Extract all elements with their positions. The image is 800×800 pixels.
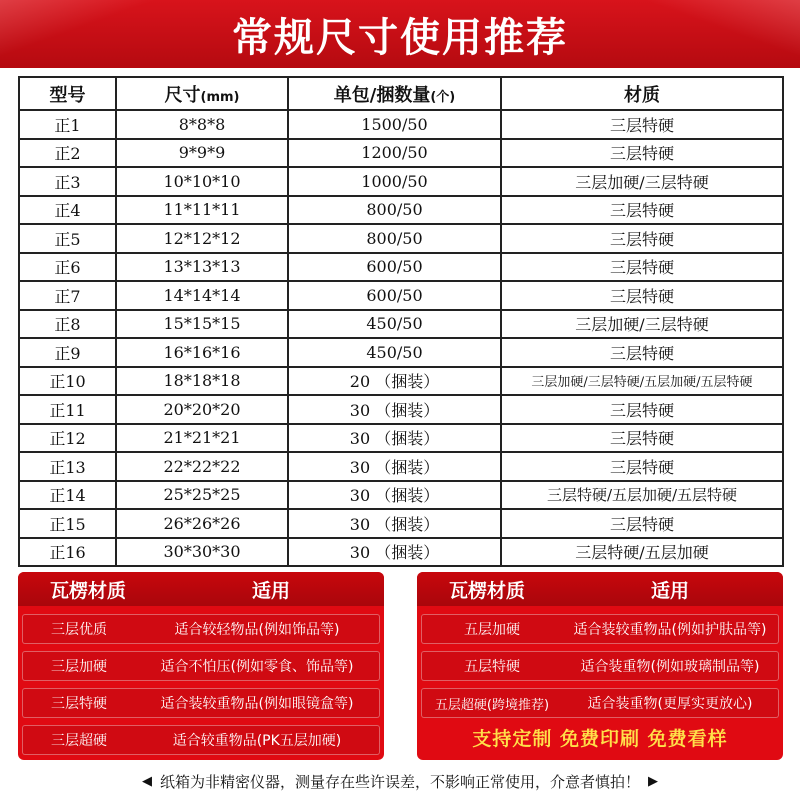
table-row: [19, 139, 783, 168]
material-name: 五层特硬: [464, 659, 520, 675]
notice-text: 纸箱为非精密仪器，测量存在些许误差，不影响正常使用，介意者慎拍！: [159, 772, 640, 791]
cell-size: 25*25*25: [116, 481, 288, 510]
cell-material: 三层加硬/三层特硬: [501, 310, 783, 339]
header-qty: [288, 77, 501, 110]
cell-qty: 30 （捆装）: [288, 424, 501, 453]
cell-model: 正9: [19, 338, 116, 367]
cell-qty: 30 （捆装）: [288, 538, 501, 567]
cell-qty: 800/50: [288, 196, 501, 225]
cell-model: 正4: [19, 196, 116, 225]
cell-qty: 30 （捆装）: [288, 395, 501, 424]
right-triangle-icon: ▶: [648, 773, 658, 789]
cell-material: 三层特硬: [501, 509, 783, 538]
material-row: [22, 614, 380, 644]
cell-material: 三层特硬: [501, 338, 783, 367]
cell-qty: 1000/50: [288, 167, 501, 196]
panel-header-material: 瓦楞材质: [49, 579, 126, 602]
table-row: [19, 538, 783, 567]
cell-material: 三层特硬/五层加硬: [501, 538, 783, 567]
material-name: 五层超硬(跨境推荐): [434, 697, 550, 713]
cell-material: 三层加硬/三层特硬/五层加硬/五层特硬: [501, 367, 783, 396]
cell-model: 正6: [19, 253, 116, 282]
material-row: [22, 651, 380, 681]
size-spec-table: [18, 76, 784, 567]
cell-size: 26*26*26: [116, 509, 288, 538]
cell-qty: 30 （捆装）: [288, 481, 501, 510]
cell-qty: 800/50: [288, 224, 501, 253]
material-row: [421, 688, 779, 718]
table-row: [19, 509, 783, 538]
panel-header: [18, 572, 384, 606]
cell-model: 正16: [19, 538, 116, 567]
header-qty-label: 单包/捆数量: [333, 84, 431, 106]
table-row: [19, 424, 783, 453]
cell-size: 21*21*21: [116, 424, 288, 453]
cell-qty: 20 （捆装）: [288, 367, 501, 396]
promo-banner: 支持定制 免费印刷 免费看样: [472, 727, 728, 750]
material-name: 三层优质: [51, 622, 107, 638]
cell-size: 20*20*20: [116, 395, 288, 424]
material-use: 适合装重物(例如玻璃制品等): [580, 659, 760, 675]
cell-size: 16*16*16: [116, 338, 288, 367]
cell-material: 三层特硬: [501, 110, 783, 139]
cell-model: 正2: [19, 139, 116, 168]
table-row: [19, 310, 783, 339]
cell-size: 15*15*15: [116, 310, 288, 339]
table-row: [19, 110, 783, 139]
cell-size: 14*14*14: [116, 281, 288, 310]
cell-qty: 1500/50: [288, 110, 501, 139]
cell-qty: 1200/50: [288, 139, 501, 168]
header-size-unit: (mm): [200, 89, 240, 105]
panel-header-use: 适用: [650, 579, 689, 602]
material-guide-panel-left: [18, 572, 384, 760]
header-qty-unit: (个): [430, 89, 456, 105]
footer-notice: [0, 766, 800, 796]
cell-material: 三层特硬: [501, 253, 783, 282]
material-name: 五层加硬: [464, 622, 520, 638]
cell-size: 8*8*8: [116, 110, 288, 139]
table-header-row: [19, 77, 783, 110]
cell-qty: 30 （捆装）: [288, 509, 501, 538]
cell-model: 正8: [19, 310, 116, 339]
cell-model: 正14: [19, 481, 116, 510]
cell-size: 9*9*9: [116, 139, 288, 168]
cell-material: 三层特硬: [501, 395, 783, 424]
page-title: 常规尺寸使用推荐: [232, 14, 568, 61]
cell-model: 正13: [19, 452, 116, 481]
header-size: [116, 77, 288, 110]
header-size-label: 尺寸: [164, 84, 201, 106]
cell-material: 三层特硬: [501, 139, 783, 168]
table-row: [19, 224, 783, 253]
table-row: [19, 481, 783, 510]
material-name: 三层特硬: [51, 696, 107, 712]
material-use: 适合较重物品(PK五层加硬): [172, 733, 342, 749]
cell-model: 正15: [19, 509, 116, 538]
material-name: 三层加硬: [51, 659, 107, 675]
material-use: 适合装较重物品(例如眼镜盒等): [160, 696, 354, 712]
cell-size: 30*30*30: [116, 538, 288, 567]
cell-material: 三层特硬: [501, 281, 783, 310]
cell-model: 正3: [19, 167, 116, 196]
cell-material: 三层特硬: [501, 224, 783, 253]
material-use: 适合较轻物品(例如饰品等): [174, 622, 340, 638]
material-guide-panel-right: [417, 572, 783, 760]
table-row: [19, 395, 783, 424]
cell-material: 三层特硬/五层加硬/五层特硬: [501, 481, 783, 510]
material-use: 适合不怕压(例如零食、饰品等): [160, 659, 354, 675]
header-model: 型号: [19, 77, 116, 110]
left-triangle-icon: ◀: [141, 773, 152, 789]
cell-qty: 600/50: [288, 253, 501, 282]
table-row: [19, 253, 783, 282]
banner-decoration: [640, 0, 800, 68]
material-row: [22, 725, 380, 755]
table-row: [19, 196, 783, 225]
table-row: [19, 338, 783, 367]
cell-qty: 450/50: [288, 338, 501, 367]
panel-header: [417, 572, 783, 606]
cell-model: 正11: [19, 395, 116, 424]
material-name: 三层超硬: [51, 733, 107, 749]
cell-model: 正7: [19, 281, 116, 310]
material-row: [421, 651, 779, 681]
cell-size: 22*22*22: [116, 452, 288, 481]
cell-model: 正10: [19, 367, 116, 396]
material-row: [421, 614, 779, 644]
banner-decoration: [0, 0, 160, 68]
header-material: 材质: [501, 77, 783, 110]
table-row: [19, 367, 783, 396]
panel-header-use: 适用: [251, 579, 290, 602]
table-row: [19, 452, 783, 481]
cell-size: 12*12*12: [116, 224, 288, 253]
title-banner: [0, 0, 800, 68]
cell-model: 正1: [19, 110, 116, 139]
cell-material: 三层特硬: [501, 196, 783, 225]
material-row: [22, 688, 380, 718]
cell-size: 10*10*10: [116, 167, 288, 196]
cell-model: 正5: [19, 224, 116, 253]
cell-material: 三层特硬: [501, 424, 783, 453]
cell-model: 正12: [19, 424, 116, 453]
cell-size: 13*13*13: [116, 253, 288, 282]
table-row: [19, 167, 783, 196]
cell-qty: 600/50: [288, 281, 501, 310]
cell-size: 18*18*18: [116, 367, 288, 396]
table-row: [19, 281, 783, 310]
cell-size: 11*11*11: [116, 196, 288, 225]
cell-qty: 450/50: [288, 310, 501, 339]
cell-material: 三层加硬/三层特硬: [501, 167, 783, 196]
material-use: 适合装较重物品(例如护肤品等): [573, 622, 767, 638]
cell-qty: 30 （捆装）: [288, 452, 501, 481]
material-use: 适合装重物(更厚实更放心): [587, 696, 753, 712]
cell-material: 三层特硬: [501, 452, 783, 481]
panel-header-material: 瓦楞材质: [448, 579, 525, 602]
